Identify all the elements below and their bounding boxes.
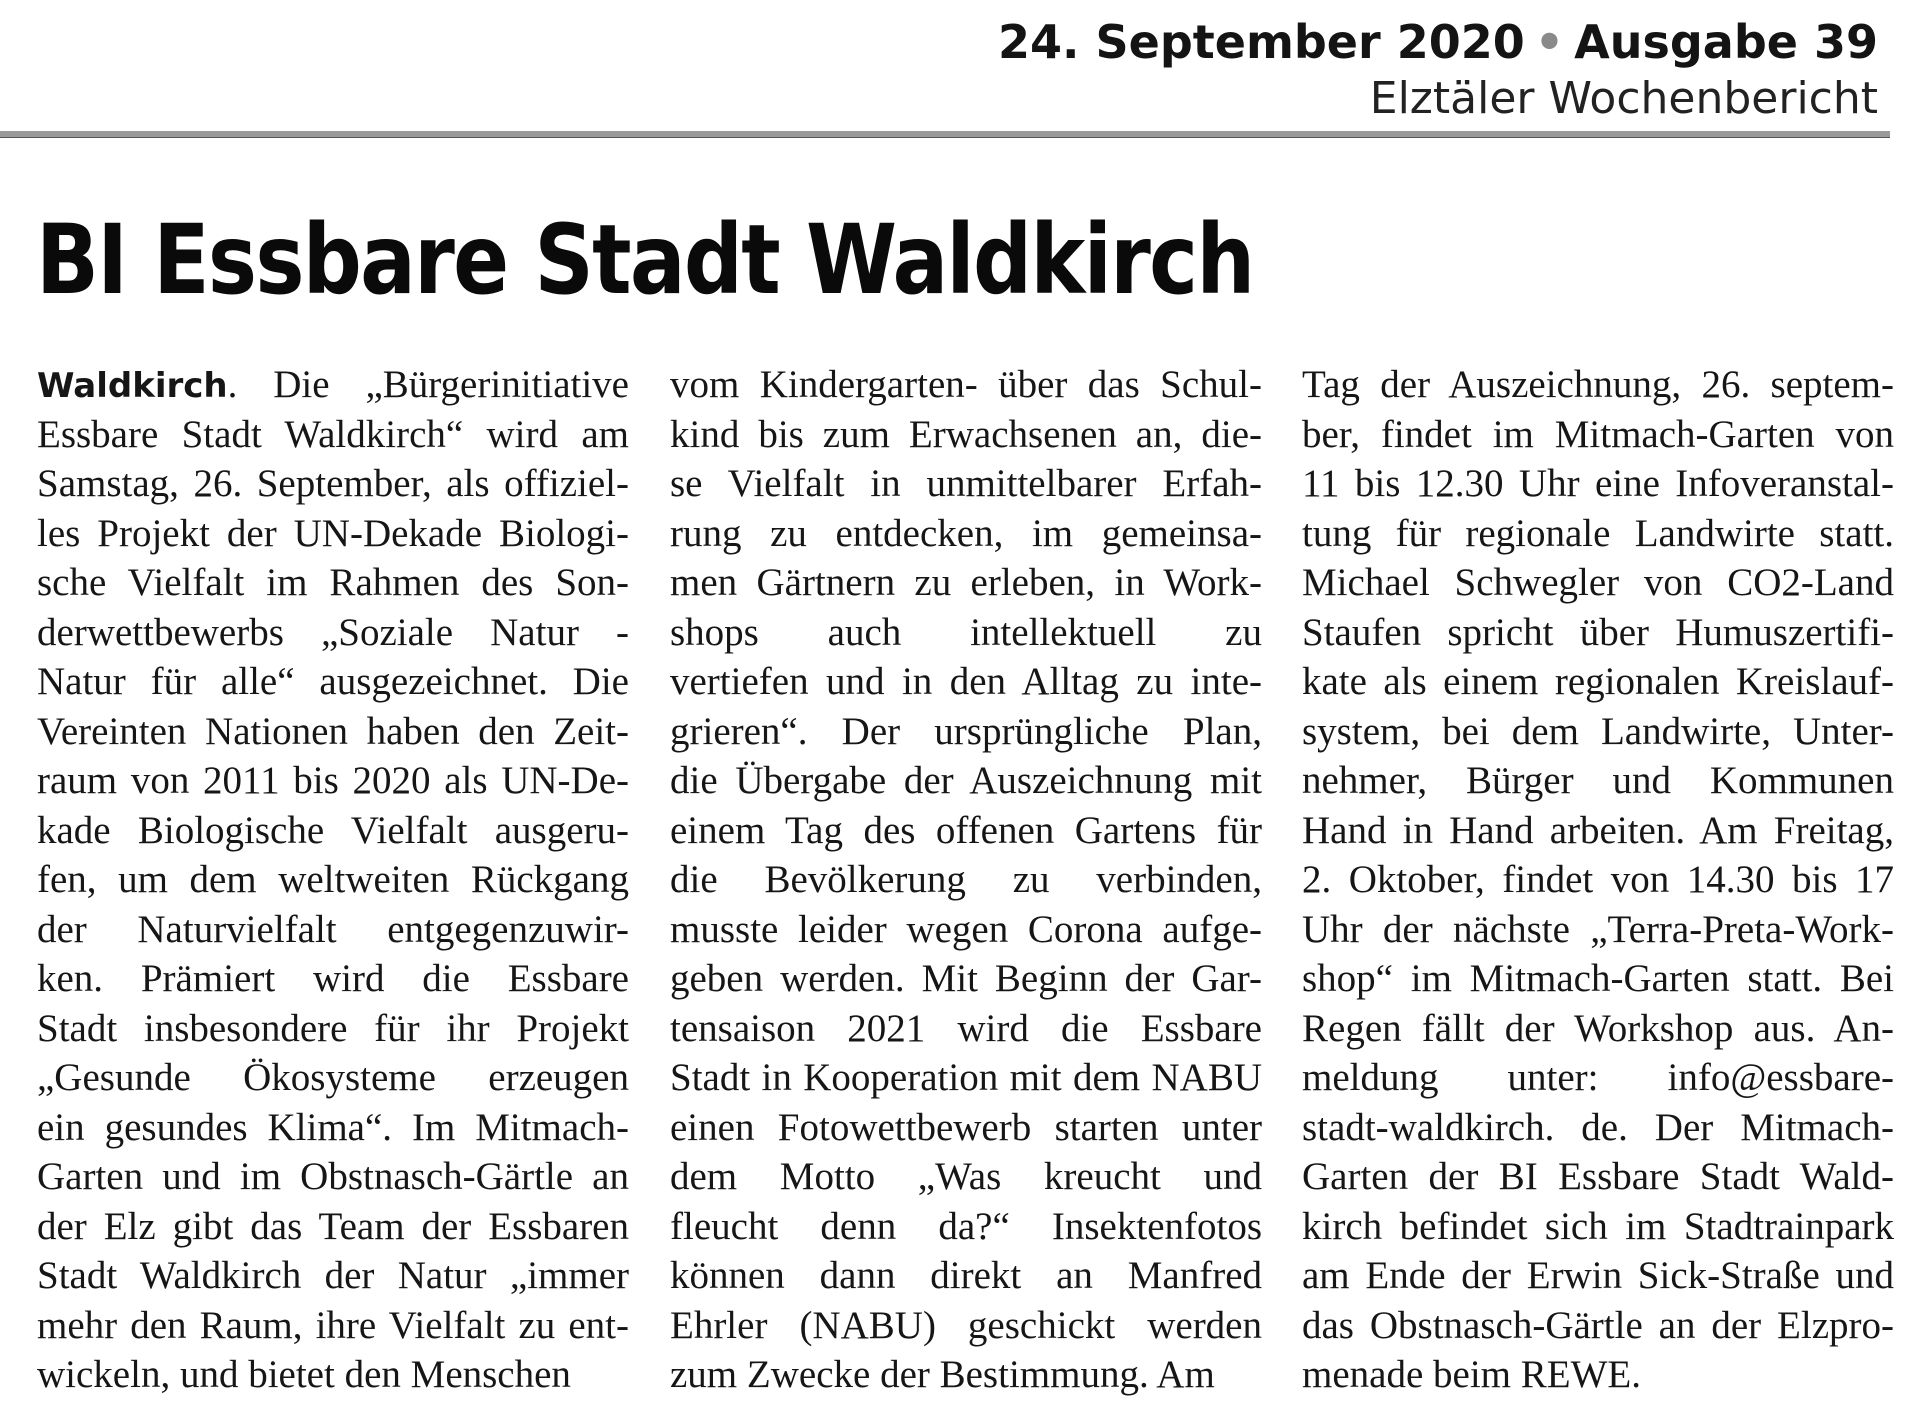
text-line: sche Vielfalt im Rahmen des Son- xyxy=(37,561,629,604)
text-line: vom Kindergarten- über das Schul- xyxy=(670,363,1262,406)
dateline: Waldkirch xyxy=(37,366,228,406)
text-line: Garten und im Obstnasch-Gärtle an xyxy=(37,1155,629,1198)
text-line: „Gesunde Ökosysteme erzeugen xyxy=(37,1056,629,1099)
text-line: se Vielfalt in unmittelbarer Erfah- xyxy=(670,462,1262,505)
text-line: nehmer, Bürger und Kommunen xyxy=(1302,759,1894,802)
issue-number: Ausgabe 39 xyxy=(1574,15,1878,69)
text-line: Uhr der nächste „Terra-Preta-Work- xyxy=(1302,907,1894,951)
publication-name: Elztäler Wochenbericht xyxy=(1369,73,1878,124)
text-line: der Elz gibt das Team der Essbaren xyxy=(37,1204,629,1248)
text-line: der Naturvielfalt entgegenzuwir- xyxy=(37,907,629,951)
text-line: einem Tag des offenen Gartens für xyxy=(670,808,1262,852)
text-line: Hand in Hand arbeiten. Am Freitag, xyxy=(1302,808,1894,852)
text-line: raum von 2011 bis 2020 als UN-De- xyxy=(37,759,629,802)
text-line: Essbare Stadt Waldkirch“ wird am xyxy=(37,412,629,456)
text-line: Ehrler (NABU) geschickt werden xyxy=(670,1303,1262,1347)
text-line: Regen fällt der Workshop aus. An- xyxy=(1302,1006,1894,1050)
issue-separator: • xyxy=(1534,15,1565,69)
text-line: tensaison 2021 wird die Essbare xyxy=(670,1006,1262,1050)
text-line: Samstag, 26. September, als offiziel- xyxy=(37,462,629,505)
text-line: men Gärtnern zu erleben, in Work- xyxy=(670,561,1262,604)
text-line-content: . Die „Bürgerinitiative xyxy=(227,363,629,406)
text-line: derwettbewerbs „Soziale Natur - xyxy=(37,610,629,654)
article-column-3 xyxy=(1302,360,1894,1400)
text-line: können dann direkt an Manfred xyxy=(670,1254,1262,1297)
article-column-2 xyxy=(670,360,1262,1400)
text-line: Stadt Waldkirch der Natur „immer xyxy=(37,1254,629,1297)
text-line: die Übergabe der Auszeichnung mit xyxy=(670,759,1262,802)
text-line: kind bis zum Erwachsenen an, die- xyxy=(670,412,1262,456)
text-line: Vereinten Nationen haben den Zeit- xyxy=(37,709,629,753)
text-line: ken. Prämiert wird die Essbare xyxy=(37,957,629,1000)
masthead-block xyxy=(978,12,1878,126)
text-line: geben werden. Mit Beginn der Gar- xyxy=(670,957,1262,1000)
text-line: die Bevölkerung zu verbinden, xyxy=(670,858,1262,901)
text-line: mehr den Raum, ihre Vielfalt zu ent- xyxy=(37,1303,629,1347)
text-line: meldung unter: info@essbare- xyxy=(1302,1056,1894,1099)
text-line: grieren“. Der ursprüngliche Plan, xyxy=(670,709,1262,753)
text-line: rung zu entdecken, im gemeinsa- xyxy=(670,511,1262,555)
text-line: wickeln, und bietet den Menschen xyxy=(37,1353,571,1396)
text-line: Stadt in Kooperation mit dem NABU xyxy=(670,1056,1262,1099)
header-divider xyxy=(0,131,1890,137)
text-line: tung für regionale Landwirte statt. xyxy=(1302,511,1894,555)
text-line: musste leider wegen Corona aufge- xyxy=(670,907,1262,951)
text-line: Michael Schwegler von CO2-Land xyxy=(1302,561,1894,604)
text-line: Stadt insbesondere für ihr Projekt xyxy=(37,1006,629,1050)
article-headline: BI Essbare Stadt Waldkirch xyxy=(36,204,1254,316)
text-line: fen, um dem weltweiten Rückgang xyxy=(37,858,629,901)
issue-date: 24. September 2020 xyxy=(998,15,1525,69)
text-line: vertiefen und in den Alltag zu inte- xyxy=(670,660,1262,703)
text-line: kirch befindet sich im Stadtrainpark xyxy=(1302,1204,1894,1248)
text-line: zum Zwecke der Bestimmung. Am xyxy=(670,1353,1215,1396)
text-line: das Obstnasch-Gärtle an der Elzpro- xyxy=(1302,1303,1894,1347)
issue-line xyxy=(978,12,1878,72)
text-line: dem Motto „Was kreucht und xyxy=(670,1155,1262,1198)
text-line: shops auch intellektuell zu xyxy=(670,610,1262,654)
text-line: Staufen spricht über Humuszertifi- xyxy=(1302,610,1894,654)
text-line: system, bei dem Landwirte, Unter- xyxy=(1302,709,1894,753)
text-line: stadt-waldkirch. de. Der Mitmach- xyxy=(1302,1105,1894,1149)
text-line: einen Fotowettbewerb starten unter xyxy=(670,1105,1262,1149)
text-line: Garten der BI Essbare Stadt Wald- xyxy=(1302,1155,1894,1198)
text-line: fleucht denn da?“ Insektenfotos xyxy=(670,1204,1262,1248)
text-line: kade Biologische Vielfalt ausgeru- xyxy=(37,808,629,852)
text-line: les Projekt der UN-Dekade Biologi- xyxy=(37,511,629,555)
text-line: Tag der Auszeichnung, 26. septem- xyxy=(1302,363,1894,406)
text-line xyxy=(37,360,629,410)
text-line: am Ende der Erwin Sick-Straße und xyxy=(1302,1254,1894,1297)
text-line: kate als einem regionalen Kreislauf- xyxy=(1302,660,1894,703)
text-line: 2. Oktober, findet von 14.30 bis 17 xyxy=(1302,858,1894,901)
text-line: ein gesundes Klima“. Im Mitmach- xyxy=(37,1105,629,1149)
text-line: shop“ im Mitmach-Garten statt. Bei xyxy=(1302,957,1894,1000)
text-line: 11 bis 12.30 Uhr eine Infoveranstal- xyxy=(1302,462,1894,505)
text-line: menade beim REWE. xyxy=(1302,1353,1641,1396)
text-line: ber, findet im Mitmach-Garten von xyxy=(1302,412,1894,456)
text-line: Natur für alle“ ausgezeichnet. Die xyxy=(37,660,629,703)
article-column-1 xyxy=(37,360,629,1400)
